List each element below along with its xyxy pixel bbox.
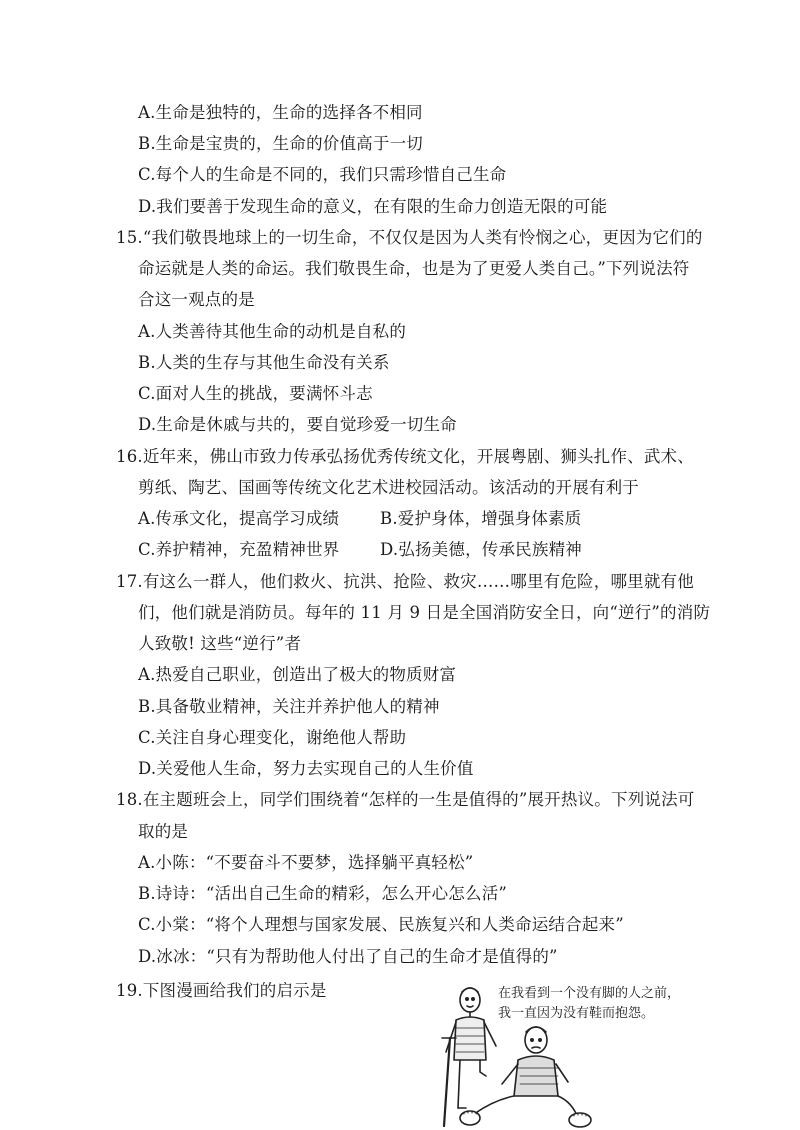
- q18-option-c: C.小棠：“将个人理想与国家发展、民族复兴和人类命运结合起来”: [138, 915, 624, 934]
- q14-option-a: A.生命是独特的，生命的选择各不相同: [138, 103, 423, 122]
- q16-stem-line1: 16.近年来，佛山市致力传承弘扬优秀传统文化，开展粤剧、狮头扎作、武术、: [116, 447, 694, 466]
- q18-stem-line1: 18.在主题班会上，同学们围绕着“怎样的一生是值得的”展开热议。下列说法可: [116, 790, 695, 809]
- q15-stem-line2: 命运就是人类的命运。我们敬畏生命，也是为了更爱人类自己。”下列说法符: [138, 259, 690, 278]
- q18-option-d: D.冰冰：“只有为帮助他人付出了自己的生命才是值得的”: [138, 947, 558, 966]
- q16-option-c: C.养护精神，充盈精神世界: [138, 540, 340, 559]
- comic-illustration: [440, 978, 690, 1130]
- q15-option-c: C.面对人生的挑战，要满怀斗志: [138, 384, 373, 403]
- comic-caption-line2: 我一直因为没有鞋而抱怨。: [498, 1006, 655, 1021]
- comic-caption-line1: 在我看到一个没有脚的人之前，: [498, 986, 681, 1001]
- q15-option-a: A.人类善待其他生命的动机是自私的: [138, 322, 407, 341]
- q16-stem-line2: 剪纸、陶艺、国画等传统文化艺术进校园活动。该活动的开展有利于: [138, 478, 639, 497]
- q18-stem-line2: 取的是: [138, 822, 189, 841]
- q16-option-a: A.传承文化，提高学习成绩: [138, 509, 340, 528]
- q14-option-c: C.每个人的生命是不同的，我们只需珍惜自己生命: [138, 165, 507, 184]
- q15-option-b: B.人类的生存与其他生命没有关系: [138, 353, 390, 372]
- q17-option-c: C.关注自身心理变化，谢绝他人帮助: [138, 728, 407, 747]
- q17-stem-line3: 人致敬! 这些“逆行”者: [138, 634, 302, 653]
- q17-option-d: D.关爱他人生命，努力去实现自己的人生价值: [138, 759, 474, 778]
- q17-option-a: A.热爱自己职业，创造出了极大的物质财富: [138, 665, 457, 684]
- q15-option-d: D.生命是休戚与共的，要自觉珍爱一切生命: [138, 415, 457, 434]
- q15-stem-line3: 合这一观点的是: [138, 290, 255, 309]
- q16-option-b: B.爱护身体，增强身体素质: [380, 509, 582, 528]
- q17-option-b: B.具备敬业精神，关注并养护他人的精神: [138, 697, 440, 716]
- q17-stem-line1: 17.有这么一群人，他们救火、抗洪、抢险、救灾……哪里有危险，哪里就有他: [116, 572, 694, 591]
- q19-stem: 19.下图漫画给我们的启示是: [116, 981, 327, 1000]
- q14-option-d: D.我们要善于发现生命的意义，在有限的生命力创造无限的可能: [138, 197, 608, 216]
- q18-option-a: A.小陈：“不要奋斗不要梦，选择躺平真轻松”: [138, 853, 474, 872]
- q16-option-d: D.弘扬美德，传承民族精神: [380, 540, 582, 559]
- q17-stem-line2: 们，他们就是消防员。每年的 11 月 9 日是全国消防安全日，向“逆行”的消防: [138, 603, 711, 622]
- q15-stem-line1: 15.“我们敬畏地球上的一切生命，不仅仅是因为人类有怜悯之心，更因为它们的: [116, 228, 703, 247]
- q18-option-b: B.诗诗：“活出自己生命的精彩，怎么开心怎么活”: [138, 884, 508, 903]
- q14-option-b: B.生命是宝贵的，生命的价值高于一切: [138, 134, 423, 153]
